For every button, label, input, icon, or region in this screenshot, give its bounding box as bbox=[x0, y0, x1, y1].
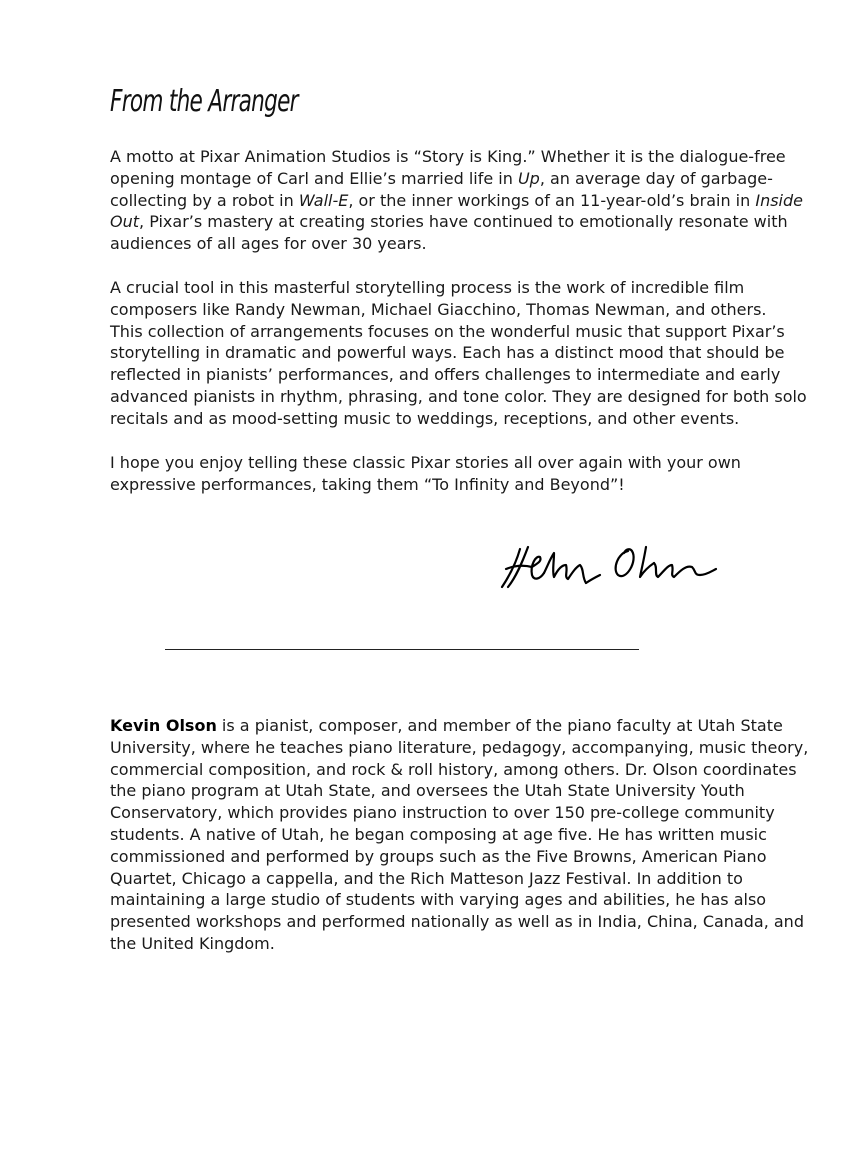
bio-paragraph bbox=[110, 715, 809, 955]
paragraph-line: reflected in pianists’ performances, and offers challenges to intermediate and early bbox=[110, 365, 781, 385]
paragraph-line: This collection of arrangements focuses on the wonderful music that support Pixar’s bbox=[110, 321, 785, 341]
film-title-up: Up bbox=[517, 168, 540, 188]
text-run: is a pianist, composer, and member of the piano faculty at Utah State bbox=[216, 716, 783, 735]
section-divider bbox=[165, 649, 639, 650]
text-run: , or the inner workings of an 11-year-old’s brain in bbox=[348, 190, 756, 210]
paragraph-line: audiences of all ages for over 30 years. bbox=[110, 234, 427, 254]
paragraph-line: I hope you enjoy telling these classic Pixar stories all over again with your own bbox=[110, 453, 741, 472]
film-title-inside-out-part2: Out bbox=[110, 212, 140, 232]
text-run: opening montage of Carl and Ellie’s married life in bbox=[110, 168, 518, 188]
composers-paragraph bbox=[110, 277, 807, 430]
text-run: , an average day of garbage- bbox=[539, 168, 773, 188]
closing-paragraph bbox=[110, 452, 760, 496]
paragraph-line: Quartet, Chicago a cappella, and the Rich Matteson Jazz Festival. In addition to bbox=[110, 868, 743, 888]
paragraph-line: maintaining a large studio of students with varying ages and abilities, he has also bbox=[110, 890, 767, 910]
paragraph-line: presented workshops and performed nationally as well as in India, China, Canada, and bbox=[110, 912, 804, 932]
handwritten-signature bbox=[498, 535, 728, 595]
paragraph-line: A motto at Pixar Animation Studios is “Story is King.” Whether it is the dialogue-free bbox=[110, 147, 786, 166]
paragraph-line: composers like Randy Newman, Michael Giacchino, Thomas Newman, and others. bbox=[110, 299, 767, 319]
paragraph-line: University, where he teaches piano literature, pedagogy, accompanying, music theory, bbox=[110, 737, 809, 757]
paragraph-line: A crucial tool in this masterful storytelling process is the work of incredible film bbox=[110, 278, 745, 297]
paragraph-line: storytelling in dramatic and powerful ways. Each has a distinct mood that should be bbox=[110, 343, 785, 363]
paragraph-line: commercial composition, and rock & roll history, among others. Dr. Olson coordinates bbox=[110, 759, 797, 779]
paragraph-line: advanced pianists in rhythm, phrasing, and tone color. They are designed for both solo bbox=[110, 386, 807, 406]
film-title-wall-e: Wall-E bbox=[298, 190, 349, 210]
paragraph-line bbox=[110, 715, 783, 737]
film-title-inside-out-part1: Inside bbox=[755, 190, 803, 210]
author-name: Kevin Olson bbox=[110, 716, 217, 735]
text-run: collecting by a robot in bbox=[110, 190, 299, 210]
paragraph-line: the piano program at Utah State, and oversees the Utah State University Youth bbox=[110, 781, 745, 801]
page-title: From the Arranger bbox=[110, 84, 298, 119]
paragraph-line: expressive performances, taking them “To Infinity and Beyond”! bbox=[110, 474, 625, 494]
paragraph-line bbox=[110, 211, 788, 233]
intro-paragraph bbox=[110, 146, 803, 255]
text-run: , Pixar’s mastery at creating stories have continued to emotionally resonate with bbox=[139, 212, 788, 232]
paragraph-line: recitals and as mood-setting music to weddings, receptions, and other events. bbox=[110, 408, 740, 428]
paragraph-line: commissioned and performed by groups such as the Five Browns, American Piano bbox=[110, 846, 767, 866]
paragraph-line: the United Kingdom. bbox=[110, 933, 275, 953]
paragraph-line bbox=[110, 168, 773, 190]
paragraph-line bbox=[110, 190, 803, 212]
paragraph-line: students. A native of Utah, he began composing at age five. He has written music bbox=[110, 824, 767, 844]
paragraph-line: Conservatory, which provides piano instruction to over 150 pre-college community bbox=[110, 803, 775, 823]
